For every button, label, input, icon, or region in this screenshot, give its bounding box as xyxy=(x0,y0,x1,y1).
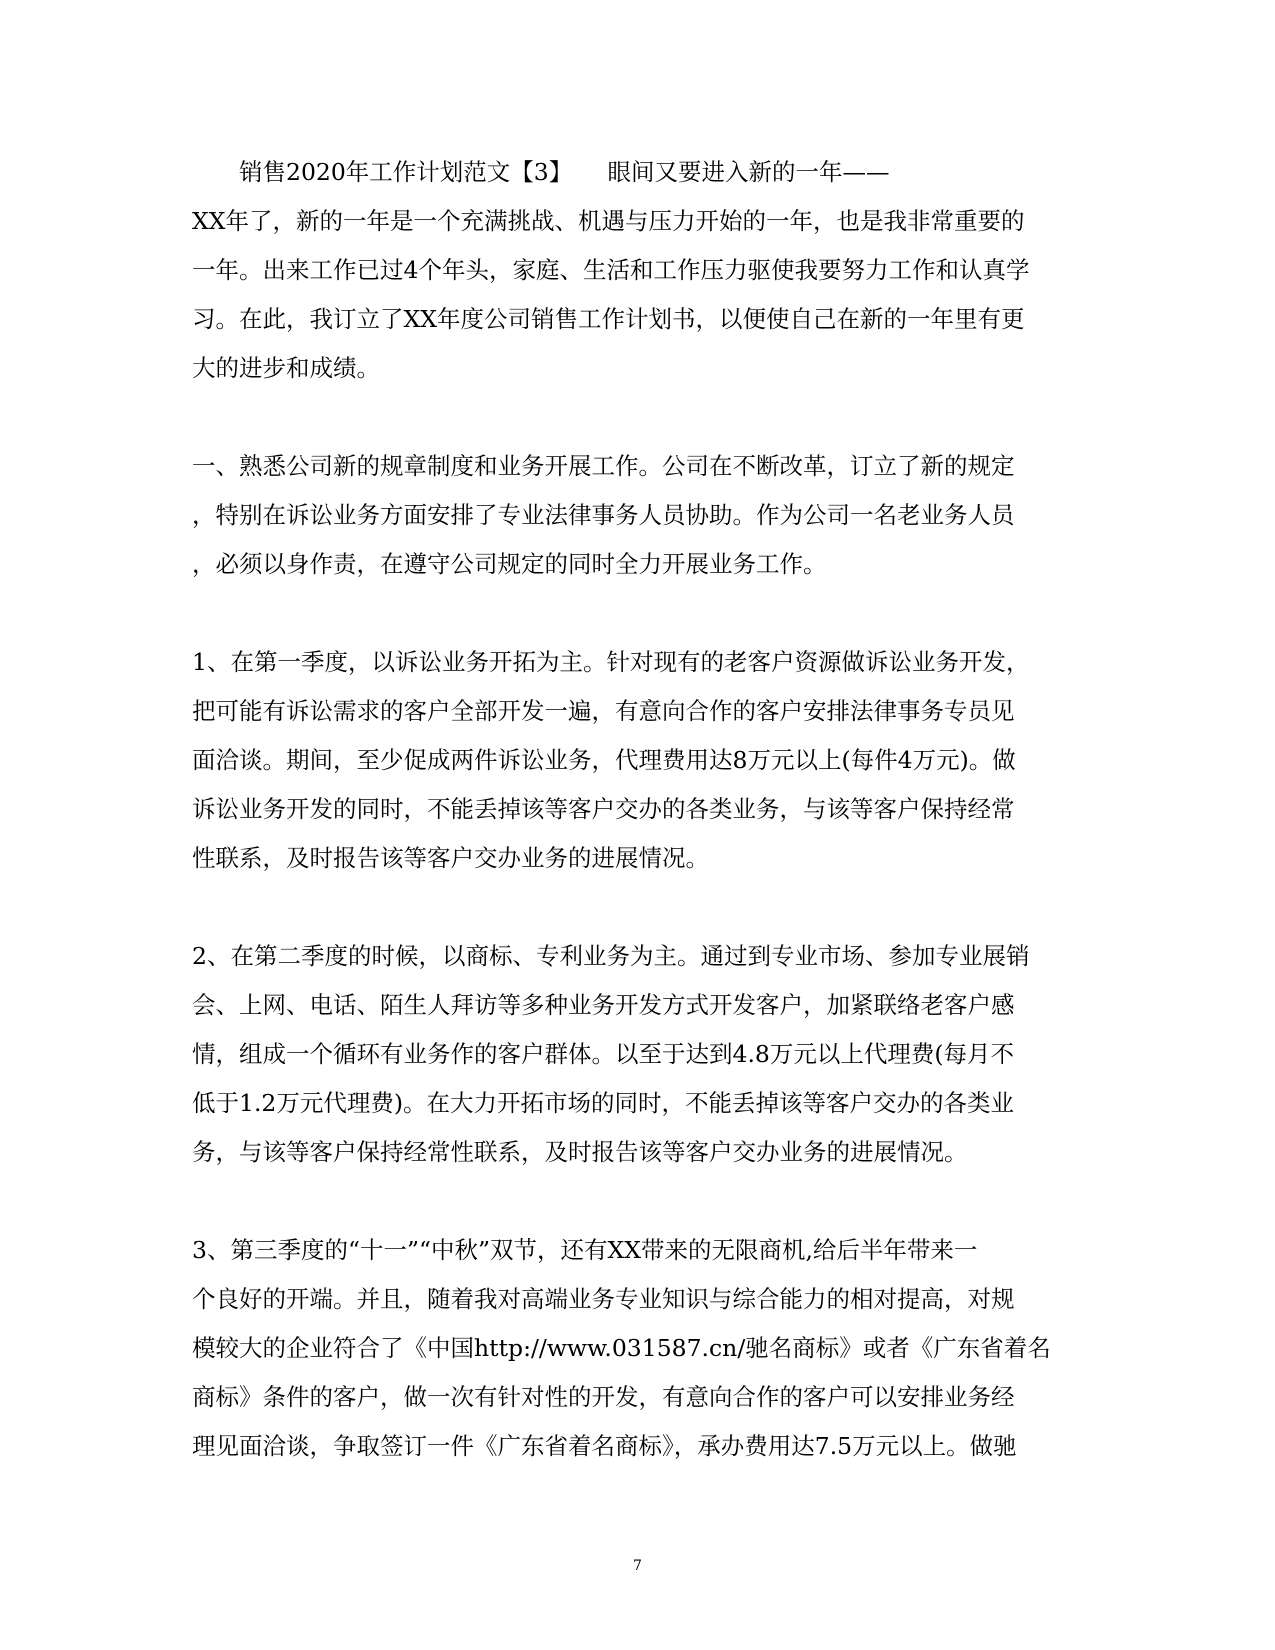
text-line: 个良好的开端。并且，随着我对高端业务专业知识与综合能力的相对提高，对规 xyxy=(192,1285,1015,1313)
text-line: 低于1.2万元代理费)。在大力开拓市场的同时，不能丢掉该等客户交办的各类业 xyxy=(192,1089,1015,1117)
text-line: 1、在第一季度，以诉讼业务开拓为主。针对现有的老客户资源做诉讼业务开发， xyxy=(192,648,1030,676)
document-body xyxy=(192,148,1082,1520)
text-line: 一年。出来工作已过4个年头，家庭、生活和工作压力驱使我要努力工作和认真学 xyxy=(192,256,1030,284)
paragraph-intro xyxy=(192,148,1082,393)
paragraph-third-quarter xyxy=(192,1226,1082,1471)
text-line: ，必须以身作责，在遵守公司规定的同时全力开展业务工作。 xyxy=(192,550,827,578)
text-line: 大的进步和成绩。 xyxy=(192,354,380,382)
page-number: 7 xyxy=(633,1558,642,1574)
text-line: 销售2020年工作计划范文【3】 眼间又要进入新的一年—— xyxy=(239,158,890,186)
text-line: 情，组成一个循环有业务作的客户群体。以至于达到4.8万元以上代理费(每月不 xyxy=(192,1040,1015,1068)
text-line: 务，与该等客户保持经常性联系，及时报告该等客户交办业务的进展情况。 xyxy=(192,1138,968,1166)
text-line: 习。在此，我订立了XX年度公司销售工作计划书，以便使自己在新的一年里有更 xyxy=(192,305,1025,333)
text-line: 商标》条件的客户，做一次有针对性的开发，有意向合作的客户可以安排业务经 xyxy=(192,1383,1015,1411)
text-line: 3、第三季度的“十一”“中秋”双节，还有XX带来的无限商机,给后半年带来一 xyxy=(192,1236,978,1264)
text-line: 一、熟悉公司新的规章制度和业务开展工作。公司在不断改革，订立了新的规定 xyxy=(192,452,1015,480)
paragraph-section-one xyxy=(192,442,1082,589)
text-line: ，特别在诉讼业务方面安排了专业法律事务人员协助。作为公司一名老业务人员 xyxy=(192,501,1015,529)
text-line: 会、上网、电话、陌生人拜访等多种业务开发方式开发客户，加紧联络老客户感 xyxy=(192,991,1015,1019)
text-line: 模较大的企业符合了《中国http://www.031587.cn/驰名商标》或者《广东省着名 xyxy=(192,1334,1051,1362)
text-line: XX年了，新的一年是一个充满挑战、机遇与压力开始的一年，也是我非常重要的 xyxy=(192,207,1025,235)
text-line: 诉讼业务开发的同时，不能丢掉该等客户交办的各类业务，与该等客户保持经常 xyxy=(192,795,1015,823)
paragraph-second-quarter xyxy=(192,932,1082,1177)
text-line: 性联系，及时报告该等客户交办业务的进展情况。 xyxy=(192,844,709,872)
text-line: 把可能有诉讼需求的客户全部开发一遍，有意向合作的客户安排法律事务专员见 xyxy=(192,697,1015,725)
paragraph-first-quarter xyxy=(192,638,1082,883)
text-line: 理见面洽谈，争取签订一件《广东省着名商标》，承办费用达7.5万元以上。做驰 xyxy=(192,1432,1017,1460)
text-line: 2、在第二季度的时候，以商标、专利业务为主。通过到专业市场、参加专业展销 xyxy=(192,942,1030,970)
text-line: 面洽谈。期间，至少促成两件诉讼业务，代理费用达8万元以上(每件4万元)。做 xyxy=(192,746,1016,774)
